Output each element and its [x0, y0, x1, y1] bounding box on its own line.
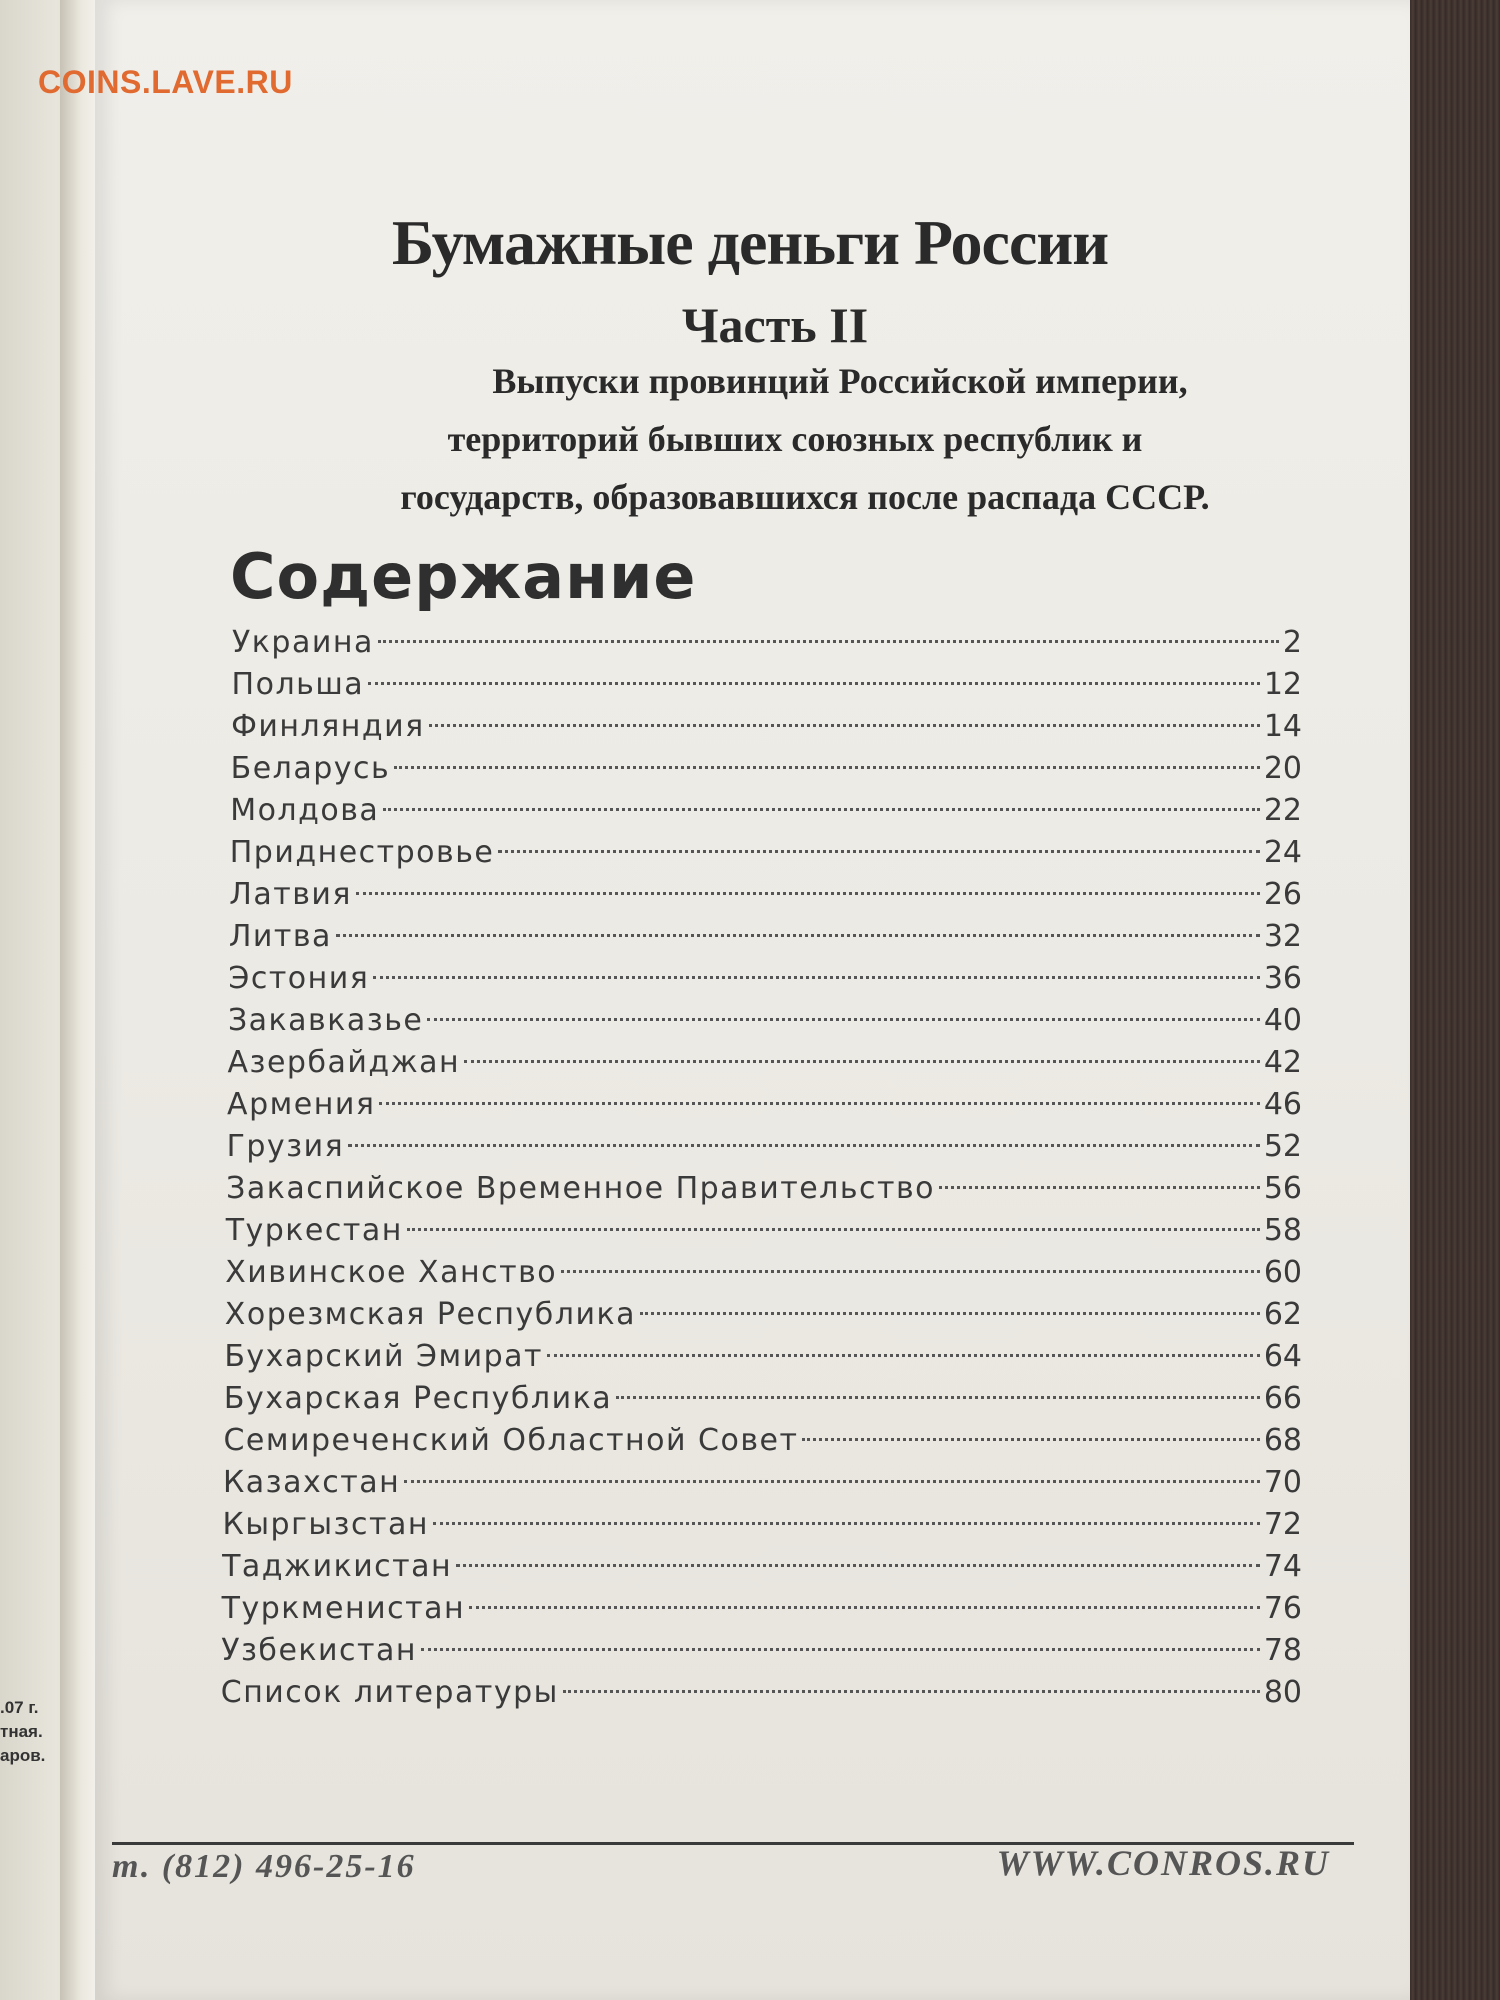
dot-leader — [368, 682, 1260, 685]
toc-entry-page: 56 — [1263, 1171, 1302, 1206]
toc-entry-name: Таджикистан — [222, 1549, 453, 1584]
dot-leader — [404, 1480, 1260, 1483]
dot-leader — [456, 1564, 1260, 1567]
toc-entry — [221, 1630, 1302, 1672]
toc-entry-page: 74 — [1263, 1549, 1302, 1584]
toc-entry-page: 72 — [1263, 1507, 1302, 1542]
dot-leader — [939, 1186, 1260, 1189]
footer-url: WWW.CONROS.RU — [996, 1843, 1330, 1883]
toc-entry-page: 70 — [1263, 1465, 1302, 1500]
toc-entry-name: Грузия — [226, 1129, 345, 1164]
book-description — [190, 352, 1340, 526]
toc-entry-page: 78 — [1263, 1633, 1302, 1668]
toc-entry — [223, 1462, 1302, 1504]
toc-entry — [230, 790, 1302, 832]
dot-leader — [561, 1270, 1260, 1273]
dot-leader — [640, 1312, 1260, 1315]
dot-leader — [394, 766, 1260, 769]
dot-leader — [379, 1102, 1259, 1105]
toc-entry-page: 14 — [1263, 709, 1302, 744]
toc-entry-name: Хорезмская Республика — [224, 1297, 636, 1332]
toc-entry-name: Финляндия — [231, 709, 425, 744]
toc-entry-name: Узбекистан — [221, 1633, 417, 1668]
toc-entry-name: Польша — [231, 667, 365, 702]
toc-entry-name: Приднестровье — [229, 835, 495, 870]
toc-entry-page: 24 — [1263, 835, 1302, 870]
toc-entry — [227, 1126, 1302, 1168]
toc-entry-page: 76 — [1263, 1591, 1302, 1626]
dot-leader — [563, 1690, 1260, 1693]
description-line: Выпуски провинций Российской империи, — [492, 361, 1188, 401]
dot-leader — [421, 1648, 1260, 1651]
footer-phone: т. (812) 496-25-16 — [112, 1848, 416, 1885]
toc-entry-page: 66 — [1263, 1381, 1302, 1416]
description-line: территорий бывших союзных республик и — [447, 419, 1143, 459]
dot-leader — [348, 1144, 1260, 1147]
dot-leader — [427, 1018, 1259, 1021]
left-page-fragment: тная. — [0, 1722, 43, 1741]
book-part: Часть II — [681, 297, 869, 353]
toc-entry-name: Казахстан — [223, 1465, 401, 1500]
toc-entry-name: Закавказье — [227, 1003, 424, 1038]
dot-leader — [356, 892, 1260, 895]
toc-entry — [226, 1168, 1302, 1210]
toc-entry-page: 64 — [1263, 1339, 1302, 1374]
toc-entry — [224, 1336, 1302, 1378]
toc-entry-page: 60 — [1263, 1255, 1302, 1290]
dot-leader — [429, 724, 1260, 727]
toc-entry-page: 2 — [1282, 625, 1302, 660]
dot-leader — [383, 808, 1260, 811]
toc-entry-page: 58 — [1263, 1213, 1302, 1248]
dot-leader — [407, 1228, 1260, 1231]
left-page-fragment: .07 г. — [0, 1698, 39, 1717]
toc-entry-page: 40 — [1263, 1003, 1302, 1038]
toc-entry — [227, 1084, 1302, 1126]
toc-entry — [229, 916, 1302, 958]
toc-entry-name: Армения — [227, 1087, 376, 1122]
toc-entry — [231, 748, 1302, 790]
toc-entry-page: 46 — [1263, 1087, 1302, 1122]
toc-entry — [221, 1672, 1302, 1714]
toc-entry-page: 32 — [1263, 919, 1302, 954]
toc-entry-name: Список литературы — [220, 1675, 559, 1710]
toc-entry — [232, 664, 1302, 706]
toc-entry — [229, 874, 1302, 916]
toc-entry — [224, 1378, 1302, 1420]
toc-entry — [228, 1042, 1303, 1084]
dot-leader — [802, 1438, 1259, 1441]
dot-leader — [547, 1354, 1260, 1357]
toc-entry-page: 52 — [1263, 1129, 1302, 1164]
toc-entry — [231, 706, 1302, 748]
toc-entry-name: Бухарская Республика — [223, 1381, 613, 1416]
toc-entry — [223, 1420, 1302, 1462]
toc-title: Содержание — [230, 540, 697, 613]
dot-leader — [433, 1522, 1260, 1525]
dot-leader — [464, 1060, 1260, 1063]
dot-leader — [469, 1606, 1260, 1609]
toc-entry-name: Украина — [232, 625, 374, 660]
toc-entry-page: 80 — [1263, 1675, 1302, 1710]
toc-entry-page: 26 — [1263, 877, 1302, 912]
description-line: государств, образовавшихся после распада СССР. — [400, 477, 1210, 517]
toc-entry-name: Молдова — [230, 793, 380, 828]
dot-leader — [378, 640, 1279, 643]
dot-leader — [498, 850, 1259, 853]
dot-leader — [373, 976, 1259, 979]
dot-leader — [616, 1396, 1260, 1399]
toc-entry-name: Хивинское Ханство — [225, 1255, 558, 1290]
dot-leader — [336, 934, 1260, 937]
toc-entry-name: Азербайджан — [227, 1045, 461, 1080]
toc-entry-page: 36 — [1263, 961, 1302, 996]
toc-entry-name: Латвия — [229, 877, 352, 912]
toc-entry-name: Туркестан — [225, 1213, 403, 1248]
toc-entry-name: Бухарский Эмират — [224, 1339, 543, 1374]
toc-entry-name: Семиреченский Областной Совет — [223, 1423, 799, 1458]
toc-entry — [222, 1588, 1302, 1630]
toc-entry-name: Кыргызстан — [222, 1507, 429, 1542]
toc-entry-page: 12 — [1263, 667, 1302, 702]
book-title: Бумажные деньги России — [391, 207, 1109, 278]
toc-entry-name: Эстония — [228, 961, 370, 996]
toc-entry — [228, 1000, 1302, 1042]
toc-entry-page: 68 — [1263, 1423, 1302, 1458]
toc-entry-name: Беларусь — [230, 751, 391, 786]
watermark: COINS.LAVE.RU — [38, 64, 293, 100]
table-of-contents — [222, 622, 1302, 1714]
toc-entry-name: Закаспийское Временное Правительство — [226, 1171, 936, 1206]
toc-entry — [226, 1210, 1302, 1252]
toc-entry — [225, 1294, 1302, 1336]
toc-entry-page: 20 — [1263, 751, 1302, 786]
toc-entry-page: 42 — [1263, 1045, 1302, 1080]
toc-entry-page: 62 — [1263, 1297, 1302, 1332]
toc-entry — [230, 832, 1302, 874]
toc-entry — [222, 1546, 1302, 1588]
toc-entry — [223, 1504, 1302, 1546]
toc-entry-page: 22 — [1263, 793, 1302, 828]
toc-entry — [225, 1252, 1302, 1294]
left-page-fragment: аров. — [0, 1746, 46, 1765]
toc-entry — [228, 958, 1302, 1000]
toc-entry-name: Туркменистан — [221, 1591, 466, 1626]
toc-entry — [232, 622, 1302, 664]
toc-entry-name: Литва — [228, 919, 332, 954]
